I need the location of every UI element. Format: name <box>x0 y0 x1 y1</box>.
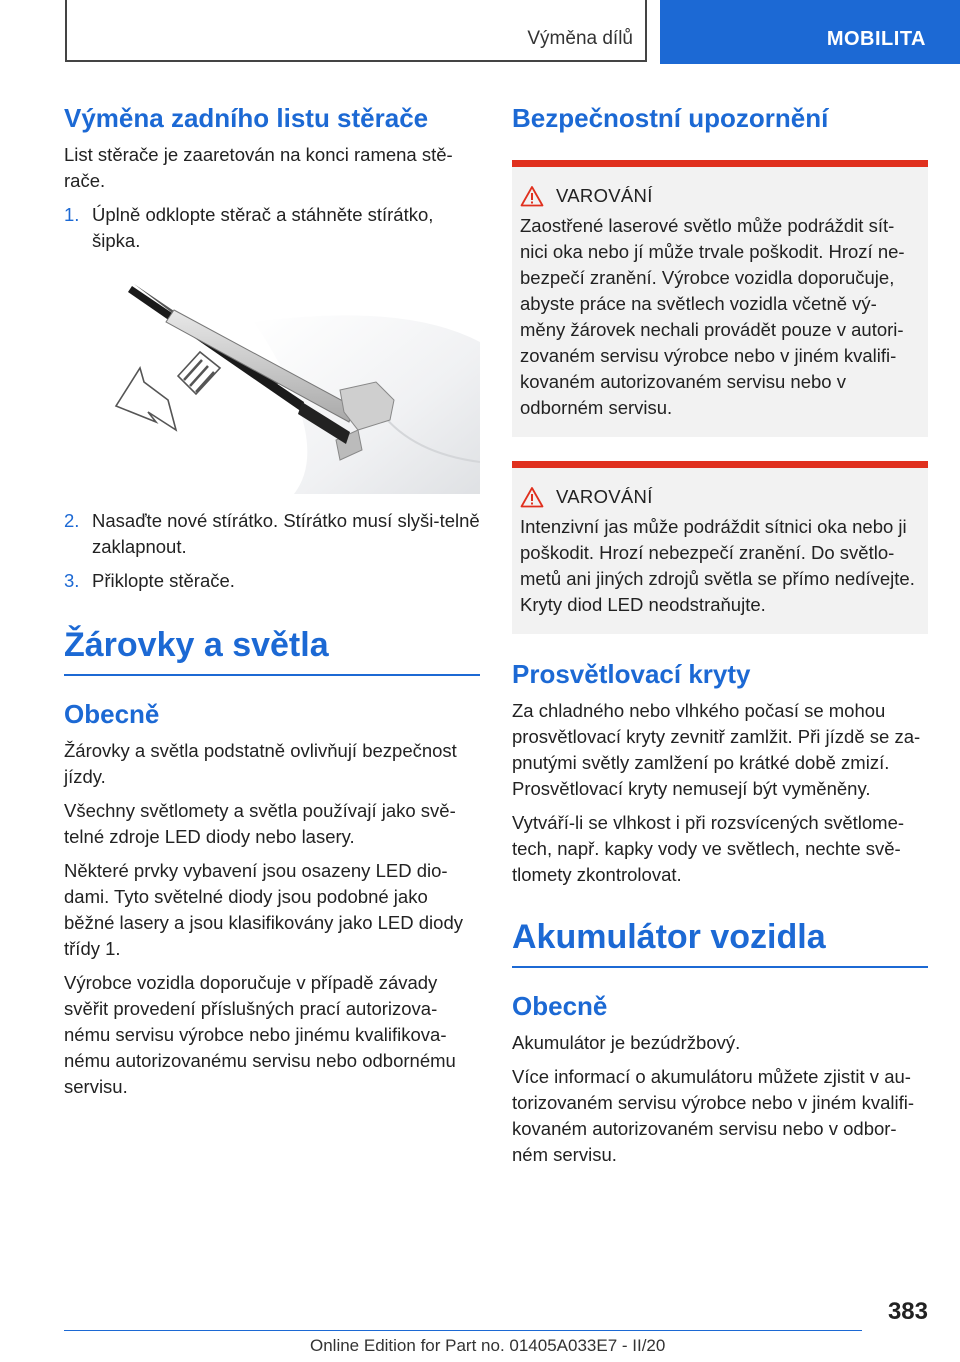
step-number: 3. <box>64 569 80 591</box>
lights-paragraph: Některé prvky vybavení jsou osazeny LED dio‐dami. Tyto světelné diody jsou podobné jako běžné lasery a jsou klasifikovány jako LED diody třídy 1. <box>64 860 463 960</box>
warning-label: VAROVÁNÍ <box>556 485 653 507</box>
lights-paragraph: Všechny světlomety a světla používají jako svě‐telné zdroje LED diody nebo lasery. <box>64 800 456 848</box>
battery-general-heading: Obecně <box>512 991 608 1022</box>
warning-text: Intenzivní jas může podráždit sítnici oka nebo ji poškodit. Hrozí nebezpečí zranění. Do světlo‐metů ani jiných zdrojů světla se přímo nedívejte. Kryty diod LED neodstraňujte. <box>520 515 915 615</box>
step-text: Přiklopte stěrače. <box>92 569 235 591</box>
left-column <box>64 102 480 1108</box>
covers-paragraph: Vytváří-li se vlhkost i při rozsvícených světlome‐tech, např. kapky vody ve světlech, nechte svě‐tlomety zkontrolovat. <box>512 811 905 885</box>
footer-divider <box>64 1330 862 1331</box>
edition-note: Online Edition for Part no. 01405A033E7 - II/20 <box>310 1336 666 1355</box>
warning-triangle-icon <box>520 185 544 207</box>
step-text: Úplně odklopte stěrač a stáhněte stírátko, šipka. <box>92 203 434 251</box>
battery-heading: Akumulátor vozidla <box>512 916 928 969</box>
page-number: 383 <box>887 1298 928 1325</box>
list-item <box>64 202 480 254</box>
warning-box <box>512 461 928 634</box>
warning-triangle-icon <box>520 486 544 508</box>
warning-label: VAROVÁNÍ <box>556 184 653 206</box>
warning-text: Zaostřené laserové světlo může podráždit sít‐nici oka nebo jí může trvale poškodit. Hrozí ne‐bezpečí zranění. Výrobce vozidla doporučuje, abyste práce na světlech vozidla včetně vý‐měny žárovek nechali provádět pouze v autori‐zovaném servisu výrobce nebo v jiném kvalifi‐kovaném autorizovaném servisu nebo v odborném servisu. <box>520 214 905 418</box>
header-left-box <box>65 0 647 62</box>
lights-general-heading: Obecně <box>64 699 160 730</box>
right-column <box>512 102 928 1176</box>
step-number: 2. <box>64 509 80 531</box>
lights-paragraph: Výrobce vozidla doporučuje v případě závady svěřit provedení příslušných prací autorizova‐nému servisu výrobce nebo jinému kvalifikova‐nému autorizovanému servisu nebo odbornému servisu. <box>64 972 456 1098</box>
warning-box <box>512 160 928 437</box>
wiper-illustration <box>104 282 480 494</box>
safety-heading: Bezpečnostní upozornění <box>512 103 829 133</box>
lights-paragraph: Žárovky a světla podstatně ovlivňují bezpečnost jízdy. <box>64 740 457 788</box>
list-item <box>64 568 480 594</box>
covers-paragraph: Za chladného nebo vlhkého počasí se mohou prosvětlovací kryty zevnitř zamlžit. Při jízdě se za‐pnutými světly zamlžení po krátké době zmizí. Prosvětlovací kryty nemusejí být vyměněny. <box>512 699 921 799</box>
battery-paragraph: Akumulátor je bezúdržbový. <box>512 1031 741 1053</box>
section-label: MOBILITA <box>826 28 926 50</box>
wiper-intro: List stěrače je zaaretován na konci ramena stě‐rače. <box>64 143 453 191</box>
step-number: 1. <box>64 203 80 225</box>
lights-heading: Žárovky a světla <box>64 624 480 677</box>
direction-arrow-icon <box>116 352 220 430</box>
section-tab <box>660 0 960 64</box>
wiper-blade-image <box>104 282 480 494</box>
wiper-heading: Výměna zadního listu stěrače <box>64 103 429 133</box>
covers-heading: Prosvětlovací kryty <box>512 658 751 689</box>
step-text: Nasaďte nové stírátko. Stírátko musí slyši‐telně zaklapnout. <box>92 509 480 557</box>
list-item <box>64 508 480 560</box>
chapter-title: Výměna dílů <box>527 28 633 49</box>
battery-paragraph: Více informací o akumulátoru můžete zjistit v au‐torizovaném servisu výrobce nebo v jiném kvalifi‐kovaném autorizovaném servisu nebo v odbor‐ném servisu. <box>512 1065 915 1165</box>
